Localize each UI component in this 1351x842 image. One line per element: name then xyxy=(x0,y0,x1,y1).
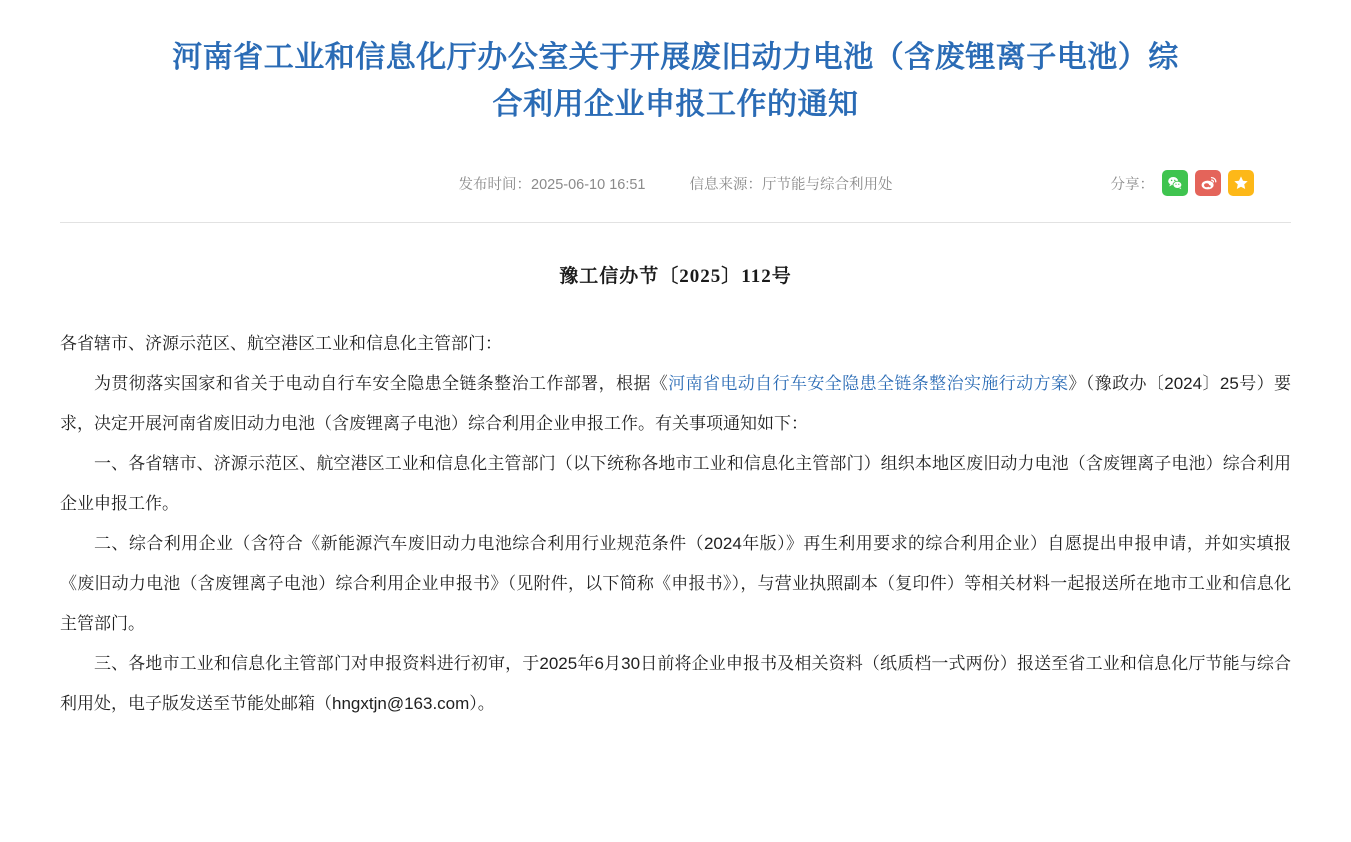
share-bar xyxy=(1111,168,1255,198)
title-block xyxy=(0,0,1351,128)
paragraph-2: 一、各省辖市、济源示范区、航空港区工业和信息化主管部门（以下统称各地市工业和信息化主管部门）组织本地区废旧动力电池（含废锂离子电池）综合利用企业申报工作。 xyxy=(60,454,1291,513)
publish-time xyxy=(459,173,646,194)
section-divider xyxy=(60,222,1291,223)
page-title: 河南省工业和信息化厅办公室关于开展废旧动力电池（含废锂离子电池）综合利用企业申报工作的通知 xyxy=(172,41,1179,121)
inline-policy-link[interactable]: 河南省电动自行车安全隐患全链条整治实施行动方案 xyxy=(668,374,1069,393)
paragraph-1: 为贯彻落实国家和省关于电动自行车安全隐患全链条整治工作部署，根据《河南省电动自行车安全隐患全链条整治实施行动方案》（豫政办〔2024〕25号）要求，决定开展河南省废旧动力电池（含废锂离子电池）综合利用企业申报工作。有关事项通知如下： xyxy=(60,374,1291,433)
document-number: 豫工信办节〔2025〕112号 xyxy=(559,266,792,287)
source-label: 信息来源： xyxy=(689,176,762,193)
weibo-share-icon[interactable] xyxy=(1195,170,1221,196)
paragraph-3: 二、综合利用企业（含符合《新能源汽车废旧动力电池综合利用行业规范条件（2024年版）》再生利用要求的综合利用企业）自愿提出申报申请，并如实填报《废旧动力电池（含废锂离子电池）综合利用企业申报书》（见附件，以下简称《申报书》），与营业执照副本（复印件）等相关材料一起报送所在地市工业和信息化主管部门。 xyxy=(60,534,1291,633)
document-meta xyxy=(0,168,1351,198)
source-value: 厅节能与综合利用处 xyxy=(762,176,893,193)
wechat-share-icon[interactable] xyxy=(1162,170,1188,196)
paragraph-0: 各省辖市、济源示范区、航空港区工业和信息化主管部门： xyxy=(60,334,502,353)
share-label: 分享： xyxy=(1110,176,1154,193)
information-source xyxy=(690,173,893,194)
qzone-share-icon[interactable] xyxy=(1228,170,1254,196)
publish-time-label: 发布时间： xyxy=(458,176,531,193)
publish-time-value: 2025-06-10 16:51 xyxy=(531,176,646,193)
paragraph-4: 三、各地市工业和信息化主管部门对申报资料进行初审，于2025年6月30日前将企业申报书及相关资料（纸质档一式两份）报送至省工业和信息化厅节能与综合利用处，电子版发送至节能处邮箱（hngxtjn@163.com）。 xyxy=(60,654,1291,713)
document-body xyxy=(60,324,1291,724)
